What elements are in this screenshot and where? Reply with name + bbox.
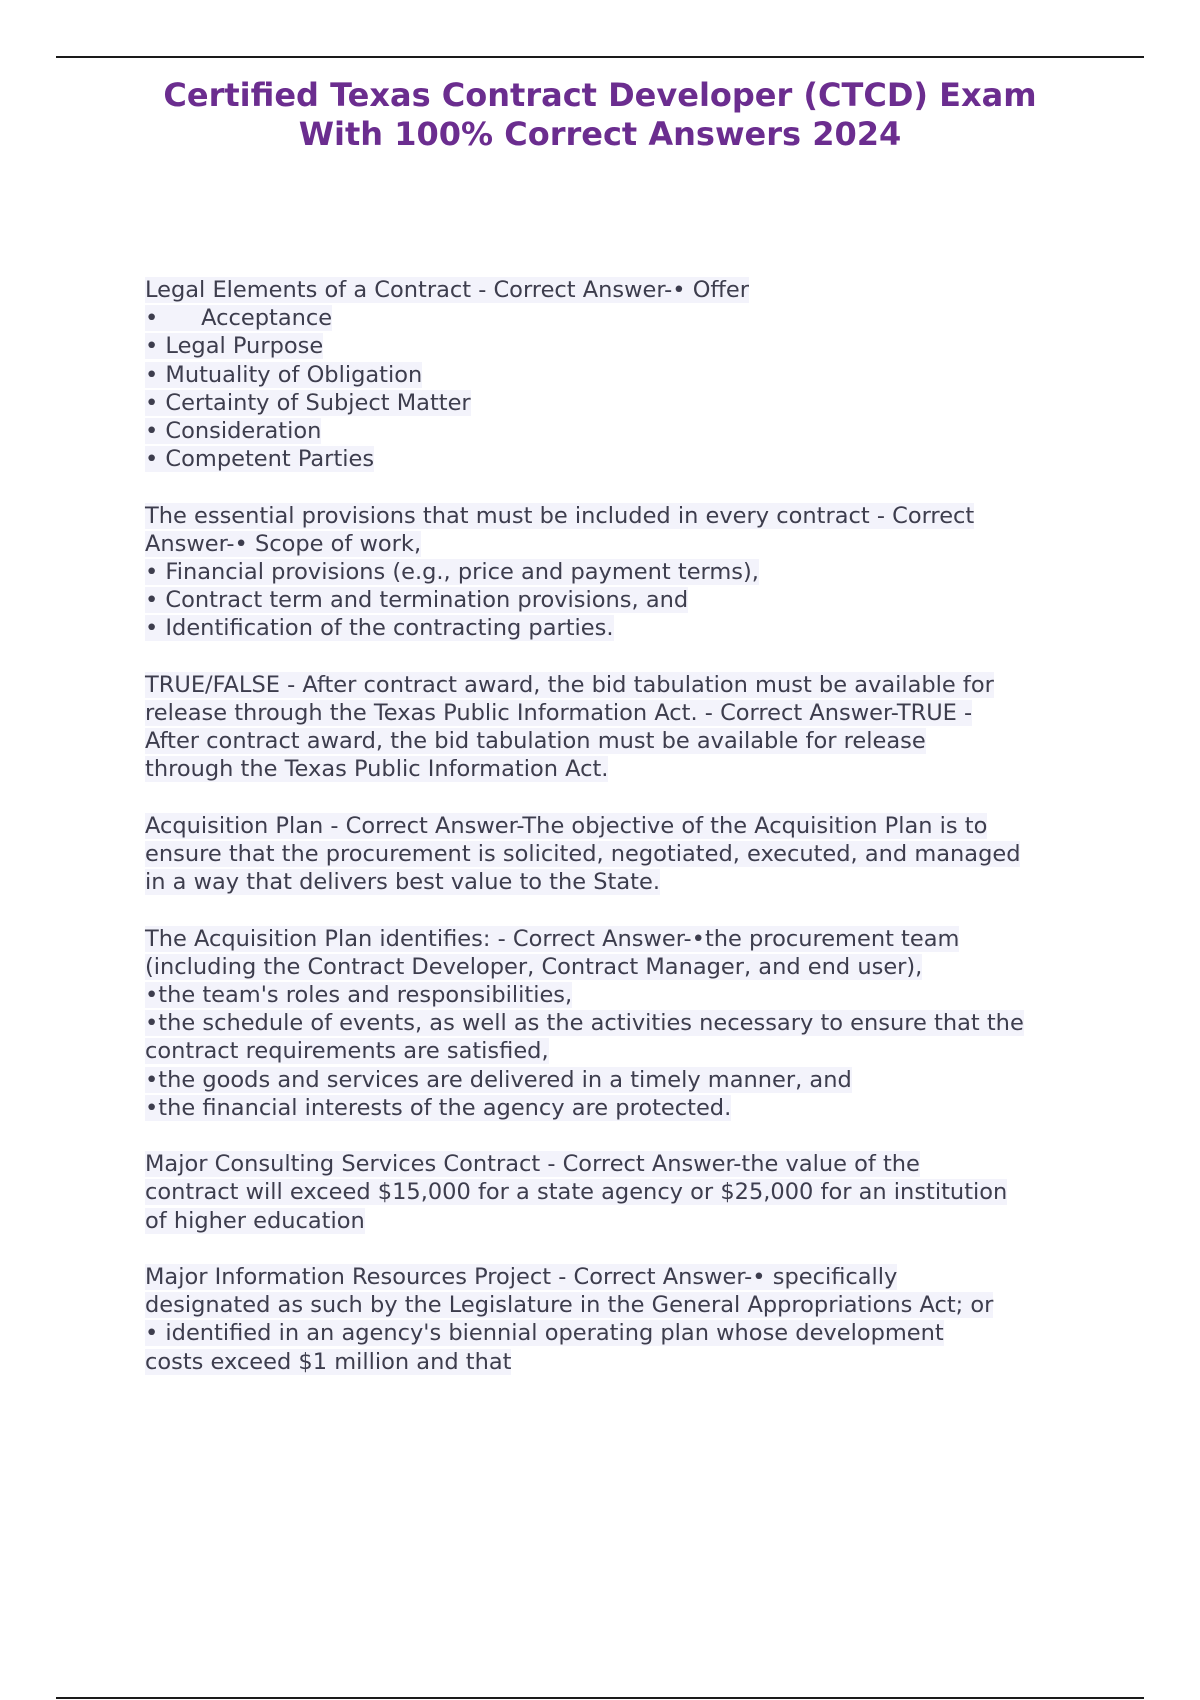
qa-line	[145, 1066, 1105, 1094]
qa-line	[145, 727, 1105, 755]
qa-line	[145, 812, 1105, 840]
top-rule	[56, 56, 1144, 58]
qa-line-text: in a way that delivers best value to the State.	[145, 869, 660, 896]
qa-line	[145, 586, 1105, 614]
qa-block	[145, 1150, 1105, 1235]
qa-line	[145, 332, 1105, 360]
qa-line	[145, 840, 1105, 868]
qa-line-text: Answer-• Scope of work,	[145, 530, 422, 557]
qa-line-text: TRUE/FALSE - After contract award, the bid tabulation must be available for	[145, 671, 994, 698]
qa-line	[145, 868, 1105, 896]
qa-line-text: After contract award, the bid tabulation must be available for release	[145, 728, 926, 755]
qa-content	[145, 276, 1105, 1404]
qa-line	[145, 530, 1105, 558]
qa-line-text: through the Texas Public Information Act.	[145, 756, 609, 783]
qa-line-text: • Contract term and termination provisions, and	[145, 587, 689, 614]
qa-line	[145, 699, 1105, 727]
qa-block	[145, 925, 1105, 1122]
title-line-2: With 100% Correct Answers 2024	[298, 115, 902, 153]
qa-line-text: costs exceed $1 million and that	[145, 1348, 512, 1375]
qa-line-text: Major Information Resources Project - Correct Answer-• specifically	[145, 1264, 898, 1291]
bottom-rule	[56, 1697, 1144, 1699]
qa-line-text: • Competent Parties	[145, 446, 375, 473]
qa-line-text: The Acquisition Plan identifies: - Correct Answer-•the procurement team	[145, 925, 960, 952]
qa-line	[145, 1319, 1105, 1347]
qa-line-text: (including the Contract Developer, Contract Manager, and end user),	[145, 953, 923, 980]
qa-line	[145, 1009, 1105, 1037]
qa-line	[145, 925, 1105, 953]
qa-line-text: • identified in an agency's biennial operating plan whose development	[145, 1320, 944, 1347]
qa-block	[145, 276, 1105, 473]
qa-block	[145, 812, 1105, 897]
qa-line	[145, 1263, 1105, 1291]
qa-line-text: contract requirements are satisfied,	[145, 1038, 549, 1065]
qa-line	[145, 671, 1105, 699]
qa-line-text: Legal Elements of a Contract - Correct Answer-• Offer	[145, 277, 750, 303]
qa-line	[145, 953, 1105, 981]
qa-line	[145, 1150, 1105, 1178]
qa-block	[145, 671, 1105, 784]
qa-line-text: • Mutuality of Obligation	[145, 361, 423, 388]
qa-line	[145, 1037, 1105, 1065]
qa-line-text: • Certainty of Subject Matter	[145, 389, 471, 416]
qa-line-text: ensure that the procurement is solicited, negotiated, executed, and managed	[145, 841, 1021, 868]
qa-line	[145, 981, 1105, 1009]
qa-line-text: •the financial interests of the agency are protected.	[145, 1094, 732, 1121]
qa-line-text: designated as such by the Legislature in the General Appropriations Act; or	[145, 1292, 994, 1319]
qa-line-text: • Financial provisions (e.g., price and payment terms),	[145, 559, 759, 586]
qa-line	[145, 558, 1105, 586]
qa-line	[145, 1291, 1105, 1319]
qa-line	[145, 276, 1105, 304]
qa-line-text: •the team's roles and responsibilities,	[145, 982, 573, 1009]
qa-line-text: of higher education	[145, 1207, 365, 1234]
qa-line	[145, 445, 1105, 473]
qa-line-text: • Legal Purpose	[145, 333, 324, 360]
qa-line	[145, 1207, 1105, 1235]
qa-line	[145, 417, 1105, 445]
qa-line	[145, 389, 1105, 417]
qa-line	[145, 361, 1105, 389]
qa-line	[145, 502, 1105, 530]
qa-line	[145, 1178, 1105, 1206]
qa-line-text: Acquisition Plan - Correct Answer-The objective of the Acquisition Plan is to	[145, 812, 988, 839]
qa-line	[145, 304, 1105, 332]
qa-block	[145, 502, 1105, 643]
qa-line	[145, 755, 1105, 783]
qa-line-text: •the goods and services are delivered in a timely manner, and	[145, 1066, 852, 1093]
qa-line-text: release through the Texas Public Information Act. - Correct Answer-TRUE -	[145, 700, 973, 727]
document-title	[100, 76, 1100, 154]
qa-line-text: • Consideration	[145, 418, 322, 445]
qa-line-text: • Identification of the contracting parties.	[145, 615, 614, 642]
qa-line-text: •the schedule of events, as well as the activities necessary to ensure that the	[145, 1010, 1024, 1037]
qa-line	[145, 614, 1105, 642]
qa-line-text: contract will exceed $15,000 for a state agency or $25,000 for an institution	[145, 1179, 1008, 1206]
qa-line-text: The essential provisions that must be included in every contract - Correct	[145, 502, 975, 529]
qa-line-text: • Acceptance	[145, 305, 333, 332]
qa-line	[145, 1348, 1105, 1376]
qa-line-text: Major Consulting Services Contract - Correct Answer-the value of the	[145, 1151, 920, 1178]
qa-line	[145, 1094, 1105, 1122]
title-line-1: Certified Texas Contract Developer (CTCD) Exam	[163, 76, 1037, 114]
qa-block	[145, 1263, 1105, 1376]
